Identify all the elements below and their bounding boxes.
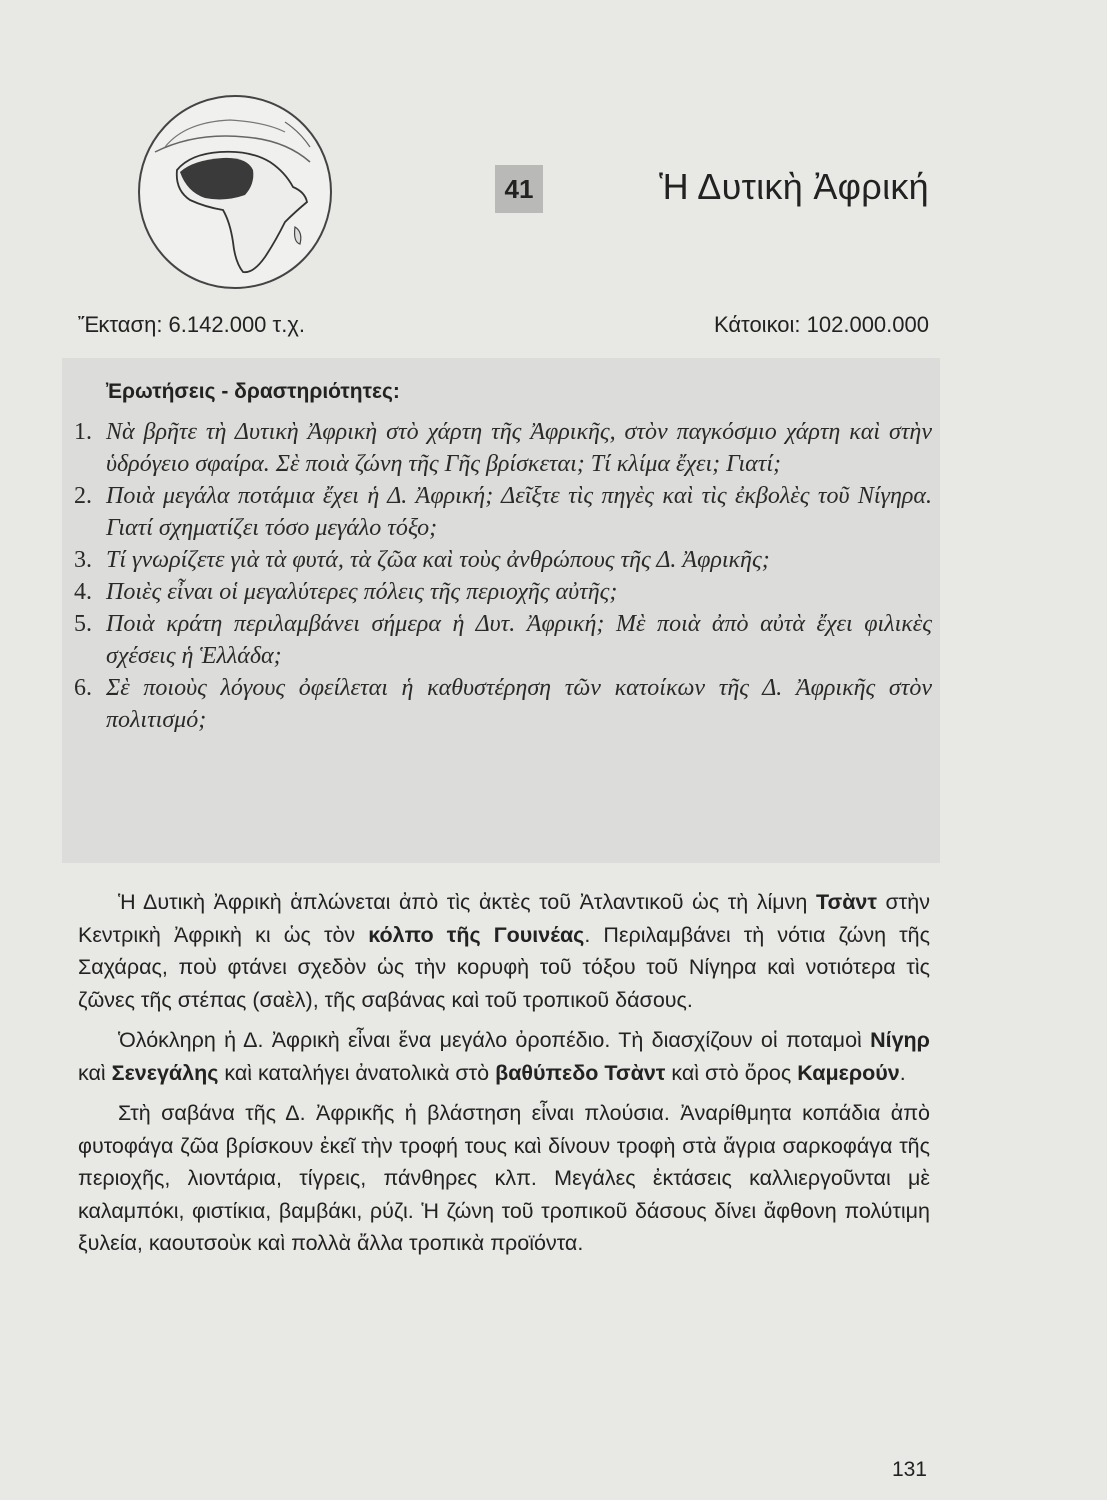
paragraph: Στὴ σαβάνα τῆς Δ. Ἀφρικῆς ἡ βλάστηση εἶναι πλούσια. Ἀναρίθμητα κοπάδια ἀπὸ φυτοφάγα ζῶα βρίσκουν ἐκεῖ τὴν τροφή τους καὶ δίνουν τροφὴ στὰ ἄγρια σαρκοφάγα τῆς περιοχῆς, λιοντάρια, τίγρεις, πάνθηρες κλπ. Μεγάλες ἐκτάσεις καλλιεργοῦνται μὲ καλαμπόκι, φιστίκια, βαμβάκι, ρύζι. Ἡ ζώνη τοῦ τροπικοῦ δάσους δίνει ἄφθονη πολύτιμη ξυλεία, καουτσοὺκ καὶ πολλὰ ἄλλα τροπικὰ προϊόντα.: [78, 1101, 930, 1255]
page-number: 131: [891, 1458, 927, 1481]
chapter-number: 41: [495, 165, 543, 213]
question-item: 3. Τί γνωρίζετε γιὰ τὰ φυτά, τὰ ζῶα καὶ τοὺς ἀνθρώπους τῆς Δ. Ἀφρικῆς;: [74, 547, 770, 573]
paragraph: Ὁλόκληρη ἡ Δ. Ἀφρικὴ εἶναι ἕνα μεγάλο ὀροπέδιο. Τὴ διασχίζουν οἱ ποταμοὶ Νίγηρ καὶ Σενεγάλης καὶ καταλήγει ἀνατολικὰ στὸ βαθύπεδο Τσὰντ καὶ στὸ ὄρος Καμερούν.: [78, 1028, 930, 1085]
question-item: 5. Ποιὰ κράτη περιλαμβάνει σήμερα ἡ Δυτ. Ἀφρική; Μὲ ποιὰ ἀπὸ αὐτὰ ἔχει φιλικὲς σχέσεις ἡ Ἑλλάδα;: [74, 611, 932, 669]
globe-africa-icon: [135, 92, 335, 292]
page-title: Ἡ Δυτικὴ Ἀφρική: [659, 166, 929, 207]
population-stat: Κάτοικοι: 102.000.000: [713, 312, 929, 337]
body-text: [78, 886, 930, 1268]
paragraph: Ἡ Δυτικὴ Ἀφρικὴ ἁπλώνεται ἀπὸ τὶς ἀκτὲς τοῦ Ἀτλαντικοῦ ὡς τὴ λίμνη Τσὰντ στὴν Κεντρικὴ Ἀφρικὴ κι ὡς τὸν κόλπο τῆς Γουινέας. Περιλαμβάνει τὴ νότια ζώνη τῆς Σαχάρας, ποὺ φτάνει σχεδὸν ὡς τὴν κορυφὴ τοῦ τόξου τοῦ Νίγηρα καὶ νοτιότερα τὶς ζῶνες τῆς στέπας (σαὲλ), τῆς σαβάνας καὶ τοῦ τροπικοῦ δάσους.: [78, 890, 930, 1012]
question-item: 4. Ποιὲς εἶναι οἱ μεγαλύτερες πόλεις τῆς περιοχῆς αὐτῆς;: [74, 579, 618, 605]
question-item: 1. Νὰ βρῆτε τὴ Δυτικὴ Ἀφρικὴ στὸ χάρτη τῆς Ἀφρικῆς, στὸν παγκόσμιο χάρτη καὶ στὴν ὑδρόγειο σφαίρα. Σὲ ποιὰ ζώνη τῆς Γῆς βρίσκεται; Τί κλίμα ἔχει; Γιατί;: [74, 419, 932, 477]
questions-list: [72, 416, 932, 736]
question-item: 2. Ποιὰ μεγάλα ποτάμια ἔχει ἡ Δ. Ἀφρική; Δεῖξτε τὶς πηγὲς καὶ τὶς ἐκβολὲς τοῦ Νίγηρα. Γιατί σχηματίζει τόσο μεγάλο τόξο;: [74, 483, 932, 541]
question-item: 6. Σὲ ποιοὺς λόγους ὀφείλεται ἡ καθυστέρηση τῶν κατοίκων τῆς Δ. Ἀφρικῆς στὸν πολιτισμό;: [74, 675, 932, 733]
area-stat: Ἔκταση: 6.142.000 τ.χ.: [78, 312, 305, 337]
questions-heading: Ἐρωτήσεις - δραστηριότητες:: [106, 380, 400, 403]
